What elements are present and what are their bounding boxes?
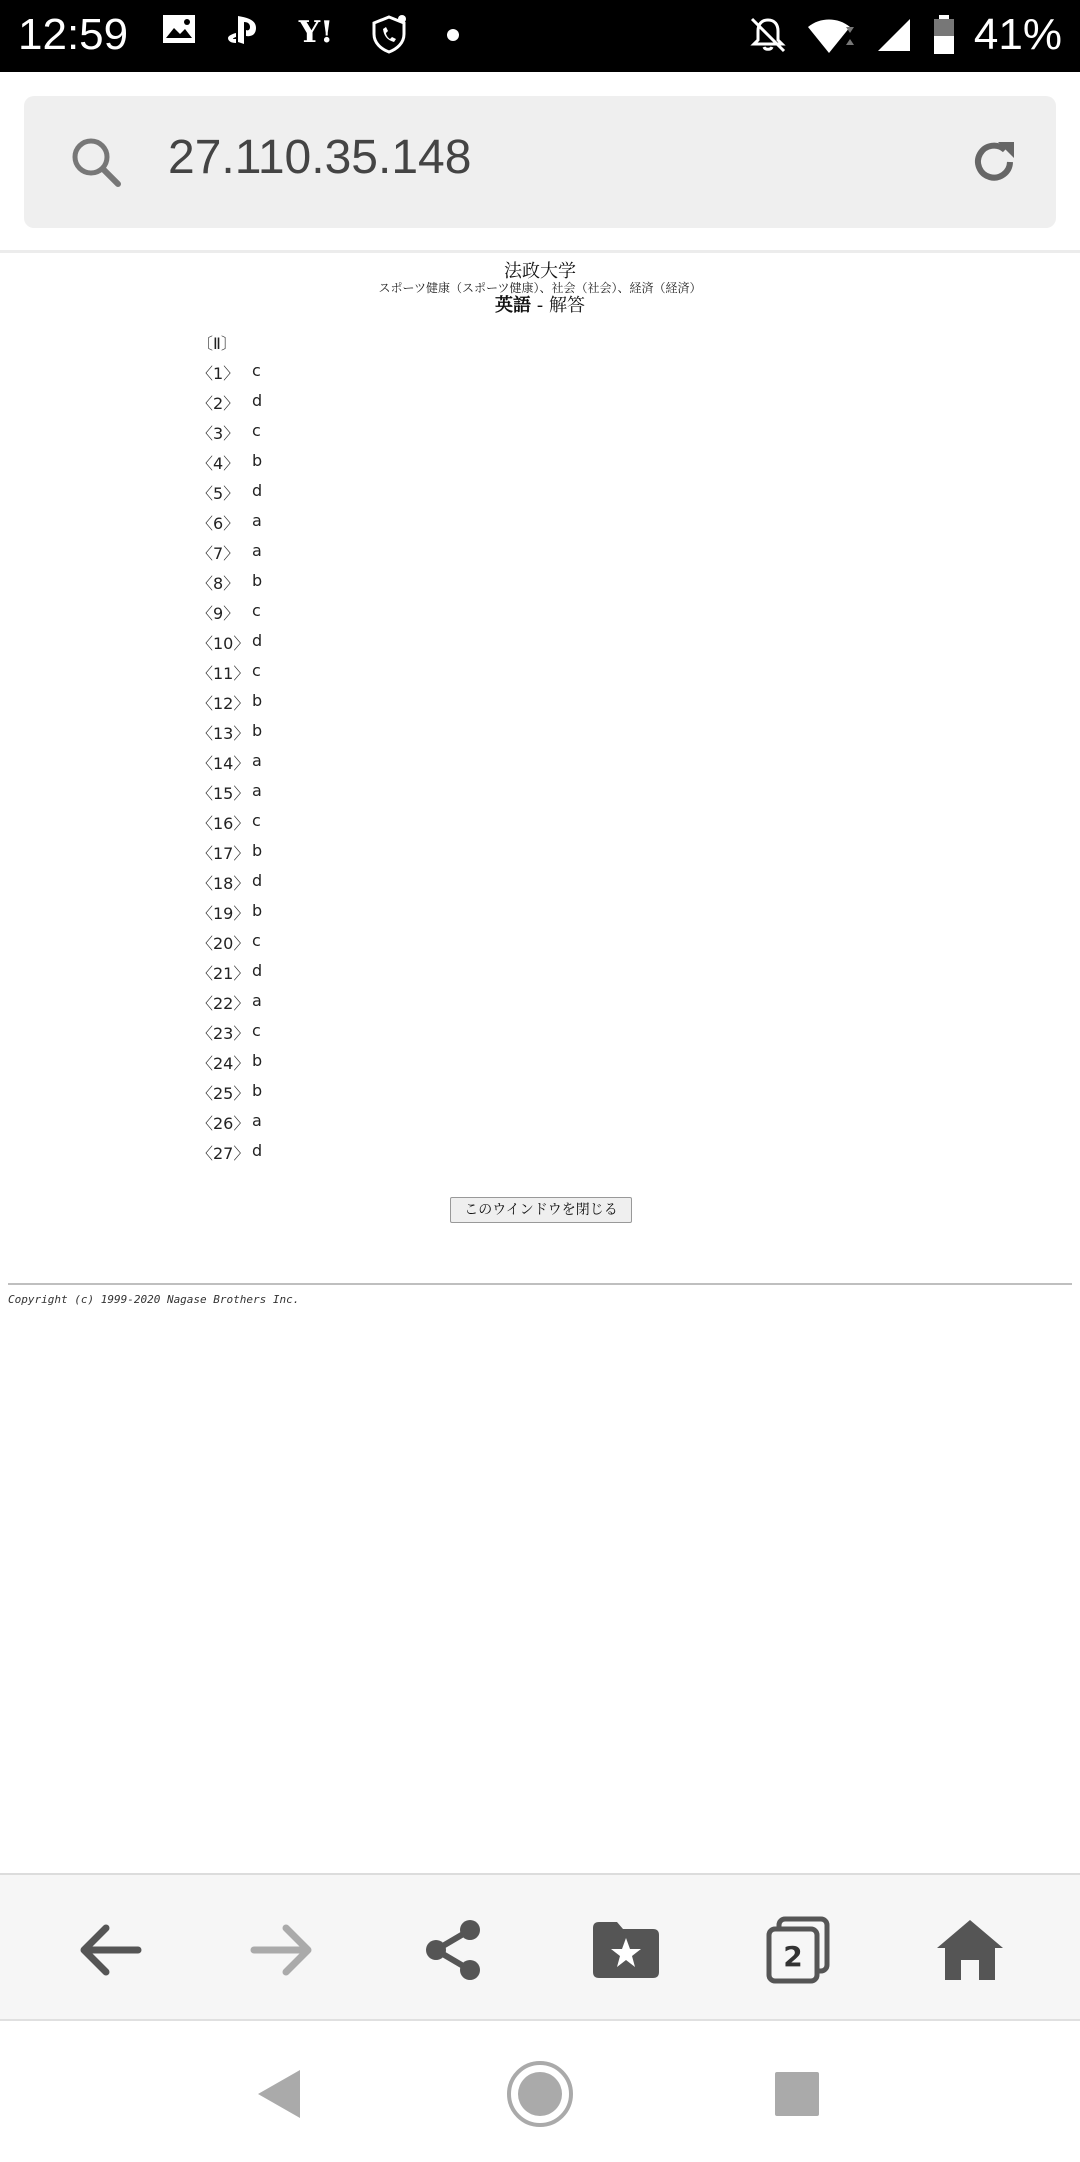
answer-row <box>197 1111 282 1141</box>
answer-number: 〈12〉 <box>197 694 250 713</box>
battery-icon <box>932 14 956 56</box>
answer-value: a <box>252 541 262 560</box>
wifi-icon <box>806 15 856 55</box>
share-icon <box>422 1918 486 1982</box>
answer-row <box>197 781 282 811</box>
answer-number: 〈16〉 <box>197 814 250 833</box>
share-button[interactable] <box>414 1910 494 1990</box>
shield-phone-icon <box>370 14 408 52</box>
reload-icon[interactable] <box>968 136 1020 188</box>
answer-list <box>197 361 282 1171</box>
yahoo-icon: Y! <box>298 15 334 50</box>
notification-icons <box>160 14 472 52</box>
answer-value: b <box>252 841 263 860</box>
bookmark-folder-icon <box>591 1920 661 1980</box>
tabs-icon <box>763 1915 833 1985</box>
answer-row <box>197 421 282 451</box>
browser-toolbar <box>0 1873 1080 2021</box>
answer-row <box>197 601 282 631</box>
answer-row <box>197 1081 282 1111</box>
answer-value: c <box>252 1021 261 1040</box>
answer-row <box>197 1021 282 1051</box>
answer-number: 〈21〉 <box>197 964 250 983</box>
answer-number: 〈24〉 <box>197 1054 250 1073</box>
answer-value: a <box>252 991 262 1010</box>
answer-number: 〈22〉 <box>197 994 250 1013</box>
playstation-icon <box>224 14 262 52</box>
back-button[interactable] <box>70 1910 150 1990</box>
home-icon <box>935 1918 1005 1982</box>
answer-number: 〈19〉 <box>197 904 250 923</box>
page-title: 法政大学 <box>504 261 576 282</box>
web-page <box>0 253 1080 1873</box>
answer-number: 〈8〉 <box>197 574 240 593</box>
answer-row <box>197 931 282 961</box>
answer-row <box>197 391 282 421</box>
nav-back-icon <box>254 2066 304 2122</box>
answer-row <box>197 1051 282 1081</box>
answer-row <box>197 451 282 481</box>
answer-value: c <box>252 601 261 620</box>
answer-number: 〈17〉 <box>197 844 250 863</box>
answer-value: b <box>252 1051 263 1070</box>
section-label: 〔Ⅱ〕 <box>197 334 237 353</box>
answer-value: d <box>252 391 263 410</box>
answer-value: a <box>252 781 262 800</box>
answer-number: 〈14〉 <box>197 754 250 773</box>
answer-number: 〈23〉 <box>197 1024 250 1043</box>
answer-row <box>197 541 282 571</box>
answer-number: 〈6〉 <box>197 514 240 533</box>
tabs-button[interactable] <box>758 1910 838 1990</box>
nav-home-button[interactable] <box>505 2059 575 2129</box>
answer-number: 〈18〉 <box>197 874 250 893</box>
answer-value: c <box>252 811 261 830</box>
answer-value: a <box>252 1111 262 1130</box>
answer-row <box>197 841 282 871</box>
answer-row <box>197 721 282 751</box>
image-icon <box>160 14 198 52</box>
answer-number: 〈13〉 <box>197 724 250 743</box>
answer-number: 〈26〉 <box>197 1114 250 1133</box>
answer-value: d <box>252 481 263 500</box>
answer-row <box>197 571 282 601</box>
forward-arrow-icon <box>250 1922 314 1978</box>
nav-home-icon <box>505 2059 575 2129</box>
answer-number: 〈5〉 <box>197 484 240 503</box>
answer-value: b <box>252 451 263 470</box>
answer-number: 〈15〉 <box>197 784 250 803</box>
address-bar[interactable] <box>24 96 1056 228</box>
page-subtitle: スポーツ健康（スポーツ健康）、社会（社会）、経済（経済） <box>378 281 702 295</box>
answer-value: b <box>252 691 263 710</box>
answer-value: c <box>252 361 261 380</box>
nav-back-button[interactable] <box>244 2059 314 2129</box>
dot-icon <box>434 14 472 52</box>
footer-divider <box>8 1283 1072 1285</box>
answer-number: 〈11〉 <box>197 664 250 683</box>
answer-row <box>197 1141 282 1171</box>
answer-number: 〈4〉 <box>197 454 240 473</box>
answer-value: a <box>252 751 262 770</box>
answer-row <box>197 631 282 661</box>
answer-value: b <box>252 901 263 920</box>
battery-percent: 41% <box>973 10 1062 59</box>
forward-button[interactable] <box>242 1910 322 1990</box>
answer-row <box>197 811 282 841</box>
back-arrow-icon <box>78 1922 142 1978</box>
answer-value: b <box>252 721 263 740</box>
close-window-button[interactable]: このウインドウを閉じる <box>450 1197 632 1223</box>
system-navigation-bar <box>0 2019 1080 2162</box>
answer-number: 〈2〉 <box>197 394 240 413</box>
answer-row <box>197 961 282 991</box>
answer-value: b <box>252 1081 263 1100</box>
copyright: Copyright (c) 1999-2020 Nagase Brothers Inc. <box>8 1293 300 1306</box>
nav-recents-button[interactable] <box>762 2059 832 2129</box>
answer-value: d <box>252 871 263 890</box>
answer-row <box>197 481 282 511</box>
signal-icon <box>874 15 914 55</box>
answer-value: d <box>252 1141 263 1160</box>
answer-value: b <box>252 571 263 590</box>
answer-number: 〈20〉 <box>197 934 250 953</box>
answer-row <box>197 691 282 721</box>
answer-value: c <box>252 421 261 440</box>
subject-suffix: - 解答 <box>531 295 585 316</box>
answer-value: d <box>252 631 263 650</box>
answer-number: 〈10〉 <box>197 634 250 653</box>
answer-row <box>197 901 282 931</box>
url-text[interactable]: 27.110.35.148 <box>168 131 472 184</box>
answer-row <box>197 991 282 1021</box>
mute-icon <box>748 15 788 55</box>
system-status <box>748 10 1062 60</box>
subject-name: 英語 <box>495 295 532 316</box>
bookmarks-button[interactable] <box>586 1910 666 1990</box>
answer-number: 〈9〉 <box>197 604 240 623</box>
answer-value: a <box>252 511 262 530</box>
browser-top-bar <box>0 72 1080 253</box>
answer-value: c <box>252 931 261 950</box>
answer-row <box>197 361 282 391</box>
answer-number: 〈3〉 <box>197 424 240 443</box>
answer-row <box>197 751 282 781</box>
answer-value: d <box>252 961 263 980</box>
answer-value: c <box>252 661 261 680</box>
answer-row <box>197 511 282 541</box>
status-time: 12:59 <box>18 10 129 59</box>
answer-row <box>197 661 282 691</box>
search-icon[interactable] <box>70 136 122 188</box>
answer-number: 〈7〉 <box>197 544 240 563</box>
nav-recents-icon <box>773 2070 821 2118</box>
answer-number: 〈1〉 <box>197 364 240 383</box>
status-bar <box>0 0 1080 72</box>
answer-row <box>197 871 282 901</box>
home-button[interactable] <box>930 1910 1010 1990</box>
subject-heading <box>0 291 1080 317</box>
answer-number: 〈25〉 <box>197 1084 250 1103</box>
tab-count: 2 <box>783 1940 803 1973</box>
answer-number: 〈27〉 <box>197 1144 250 1163</box>
